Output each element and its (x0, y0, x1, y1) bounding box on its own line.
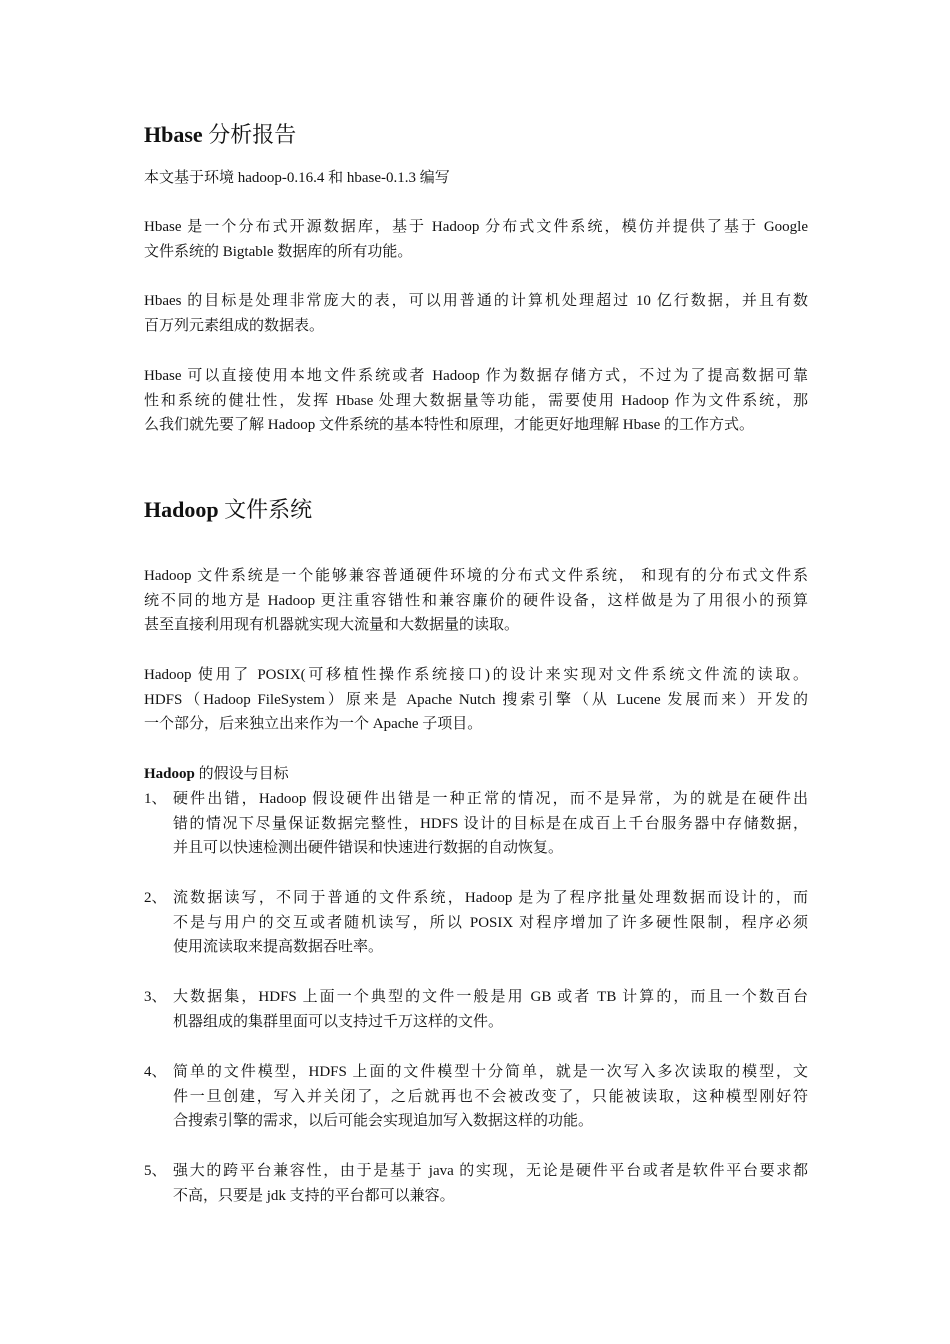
list-item-line: 机器组成的集群里面可以支持过千万这样的文件。 (173, 1013, 504, 1030)
list-item (144, 787, 808, 861)
list-item-number: 1、 (144, 791, 167, 807)
list-item-number: 2、 (144, 890, 167, 906)
list-item (144, 1159, 808, 1208)
list-item (144, 886, 808, 960)
paragraph-line: 甚至直接利用现有机器就实现大流量和大数据量的读取。 (144, 617, 520, 633)
list-item (144, 1060, 808, 1134)
paragraph-line: 文件系统的 Bigtable 数据库的所有功能。 (144, 243, 413, 260)
title-hbase-report-bold: Hbase (144, 122, 203, 147)
list-item-line: 大数据集，HDFS 上面一个典型的文件一般是用 GB 或者 TB 计算的，而且一个数百台 (173, 989, 808, 1005)
paragraph-line: 么我们就先要了解 Hadoop 文件系统的基本特性和原理，才能更好地理解 Hbase 的工作方式。 (144, 417, 754, 433)
intro-text: 本文基于环境 hadoop-0.16.4 和 hbase-0.1.3 编写 (144, 170, 450, 186)
list-item-number: 5、 (144, 1163, 167, 1179)
list-item-line: 使用流读取来提高数据吞吐率。 (173, 939, 384, 955)
list-item-line: 不是与用户的交互或者随机读写，所以 POSIX 对程序增加了许多硬性限制，程序必须 (173, 914, 808, 931)
list-item-line: 不高，只要是 jdk 支持的平台都可以兼容。 (173, 1187, 455, 1204)
list-item-line: 简单的文件模型，HDFS 上面的文件模型十分简单，就是一次写入多次读取的模型，文 (173, 1064, 808, 1080)
list-item-line: 并且可以快速检测出硬件错误和快速进行数据的自动恢复。 (173, 840, 564, 856)
list-item-line: 件一旦创建，写入并关闭了，之后就再也不会被改变了，只能被读取，这种模型刚好符 (173, 1088, 808, 1105)
paragraph-line: 百万列元素组成的数据表。 (144, 317, 325, 334)
assumptions-heading-rest: 的假设与目标 (194, 766, 289, 782)
list-item-line: 合搜索引擎的需求，以后可能会实现追加写入数据这样的功能。 (173, 1113, 594, 1129)
paragraph-line: 一个部分，后来独立出来作为一个 Apache 子项目。 (144, 716, 483, 732)
paragraph-4 (144, 564, 808, 638)
paragraph-line: Hbaes 的目标是处理非常庞大的表，可以用普通的计算机处理超过 10 亿行数据，并且有数 (144, 293, 808, 309)
list-item-number: 3、 (144, 989, 167, 1005)
list-item-line: 硬件出错，Hadoop 假设硬件出错是一种正常的情况，而不是异常，为的就是在硬件出 (173, 791, 808, 807)
intro-line (144, 166, 808, 191)
paragraph-line: Hadoop 使用了 POSIX(可移植性操作系统接口)的设计来实现对文件系统文件流的读取。 (144, 667, 808, 683)
list-item (144, 985, 808, 1034)
assumptions-heading-bold: Hadoop (144, 766, 195, 782)
list-item-line: 强大的跨平台兼容性，由于是基于 java 的实现，无论是硬件平台或者是软件平台要求都 (173, 1163, 808, 1179)
paragraph-line: Hbase 可以直接使用本地文件系统或者 Hadoop 作为数据存储方式，不过为了提高数据可靠 (144, 368, 808, 384)
assumptions-heading (144, 762, 289, 787)
title-hadoop-fs-bold: Hadoop (144, 497, 219, 522)
paragraph-3 (144, 364, 808, 438)
paragraph-2 (144, 289, 808, 338)
paragraph-5 (144, 663, 808, 737)
paragraph-1 (144, 215, 808, 264)
list-item-number: 4、 (144, 1064, 167, 1080)
title-hadoop-fs-rest: 文件系统 (218, 497, 313, 522)
title-hbase-report-rest: 分析报告 (202, 122, 297, 147)
paragraph-line: 性和系统的健壮性，发挥 Hbase 处理大数据量等功能，需要使用 Hadoop 作为文件系统，那 (144, 392, 808, 409)
paragraph-line: 统不同的地方是 Hadoop 更注重容错性和兼容廉价的硬件设备，这样做是为了用很小的预算 (144, 592, 808, 609)
title-hbase-report (144, 121, 296, 149)
paragraph-line: HDFS（Hadoop FileSystem）原来是 Apache Nutch 搜索引擎（从 Lucene 发展而来）开发的 (144, 691, 808, 708)
title-hadoop-fs (144, 496, 312, 524)
list-item-line: 错的情况下尽量保证数据完整性，HDFS 设计的目标是在成百上千台服务器中存储数据， (173, 815, 808, 832)
paragraph-line: Hbase 是一个分布式开源数据库，基于 Hadoop 分布式文件系统，模仿并提供了基于 Google (144, 219, 808, 235)
paragraph-line: Hadoop 文件系统是一个能够兼容普通硬件环境的分布式文件系统， 和现有的分布式文件系 (144, 568, 808, 584)
list-item-line: 流数据读写，不同于普通的文件系统，Hadoop 是为了程序批量处理数据而设计的，而 (173, 890, 808, 906)
